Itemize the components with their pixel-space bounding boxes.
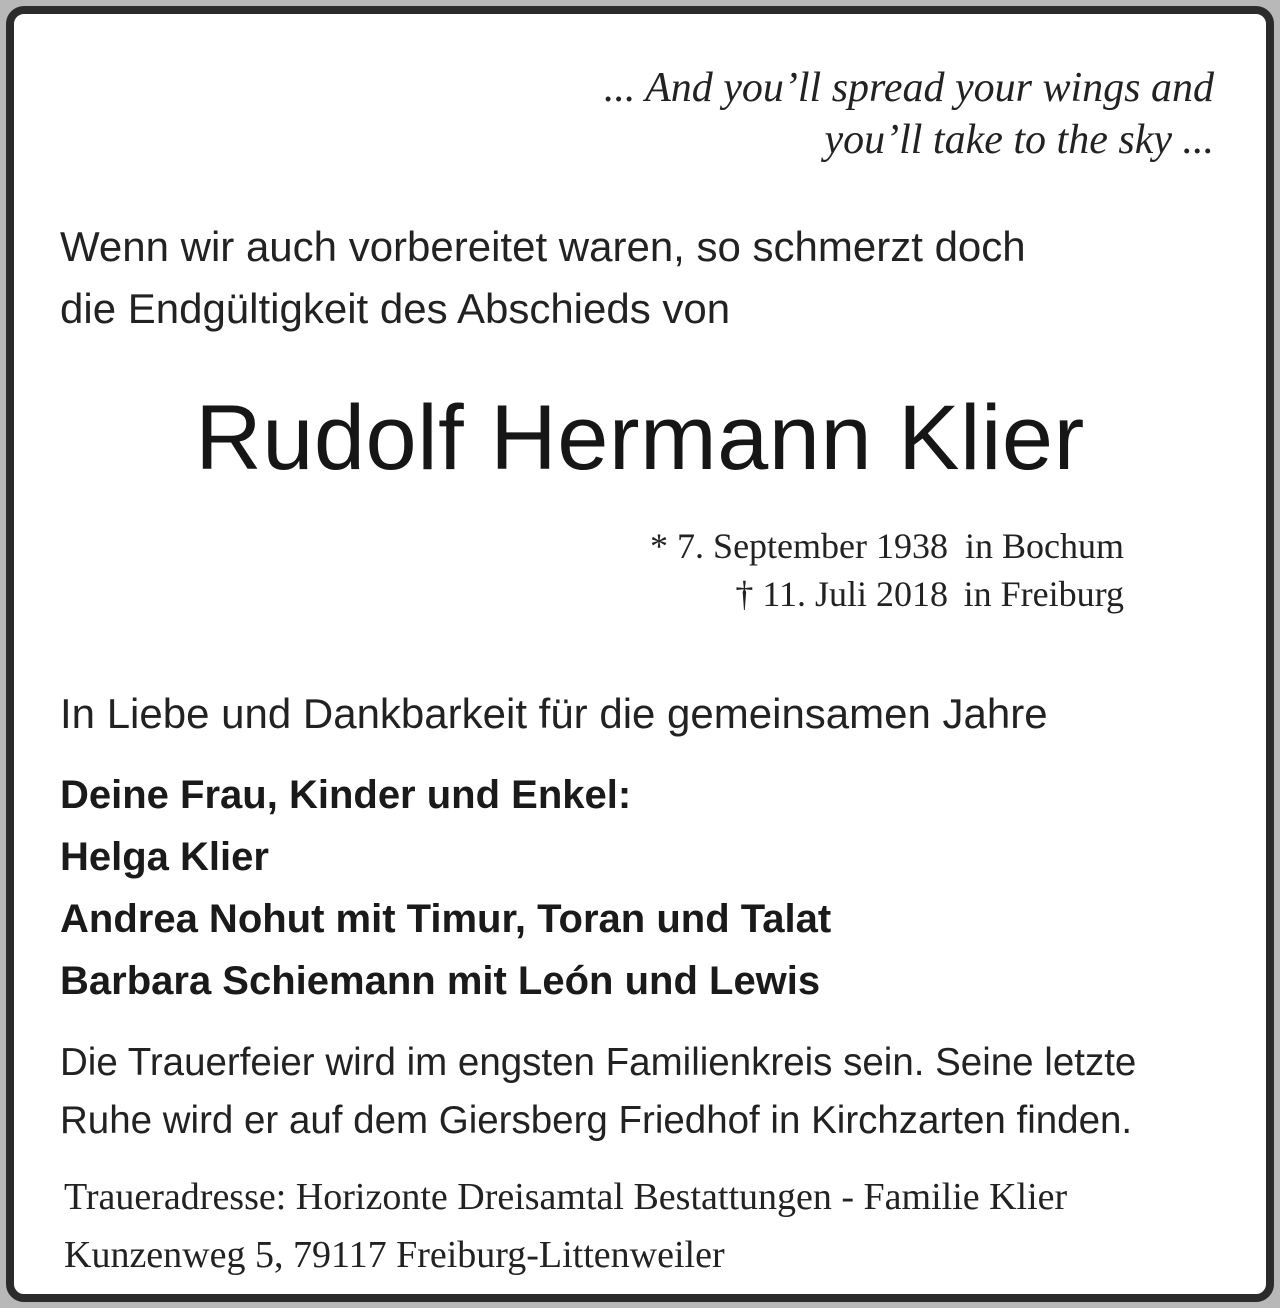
address-line-1: Traueradresse: Horizonte Dreisamtal Bestattungen - Familie Klier [64,1176,1068,1218]
family-member: Helga Klier [60,835,269,879]
family-signatures [60,764,1220,1012]
ceremony-line-1: Die Trauerfeier wird im engsten Familienkreis sein. Seine letzte [60,1041,1137,1084]
intro-text [60,216,1210,340]
family-member: Barbara Schiemann mit León und Lewis [60,959,821,1003]
ceremony-notice [60,1034,1230,1150]
life-dates [424,522,1124,618]
thanks-line: In Liebe und Dankbarkeit für die gemeinsamen Jahre [60,690,1048,737]
death-date: † 11. Juli 2018 [735,574,948,614]
intro-line-1: Wenn wir auch vorbereitet waren, so schmerzt doch [60,223,1026,270]
quote-line-1: ... And you’ll spread your wings and [603,65,1214,111]
quote-line-2: you’ll take to the sky ... [824,117,1214,163]
family-member: Andrea Nohut mit Timur, Toran und Talat [60,897,832,941]
obituary-frame [6,6,1274,1302]
family-heading: Deine Frau, Kinder und Enkel: [60,773,632,817]
epigraph-quote [214,62,1214,166]
mourning-address [64,1168,1224,1284]
birth-place: in Bochum [965,526,1124,566]
address-line-2: Kunzenweg 5, 79117 Freiburg-Littenweiler [64,1234,725,1276]
intro-line-2: die Endgültigkeit des Abschieds von [60,285,731,332]
deceased-name: Rudolf Hermann Klier [195,387,1085,489]
ceremony-line-2: Ruhe wird er auf dem Giersberg Friedhof in Kirchzarten finden. [60,1099,1133,1142]
death-place: in Freiburg [963,574,1124,614]
death-row [424,570,1124,618]
birth-row [424,522,1124,570]
birth-date: * 7. September 1938 [650,526,948,566]
